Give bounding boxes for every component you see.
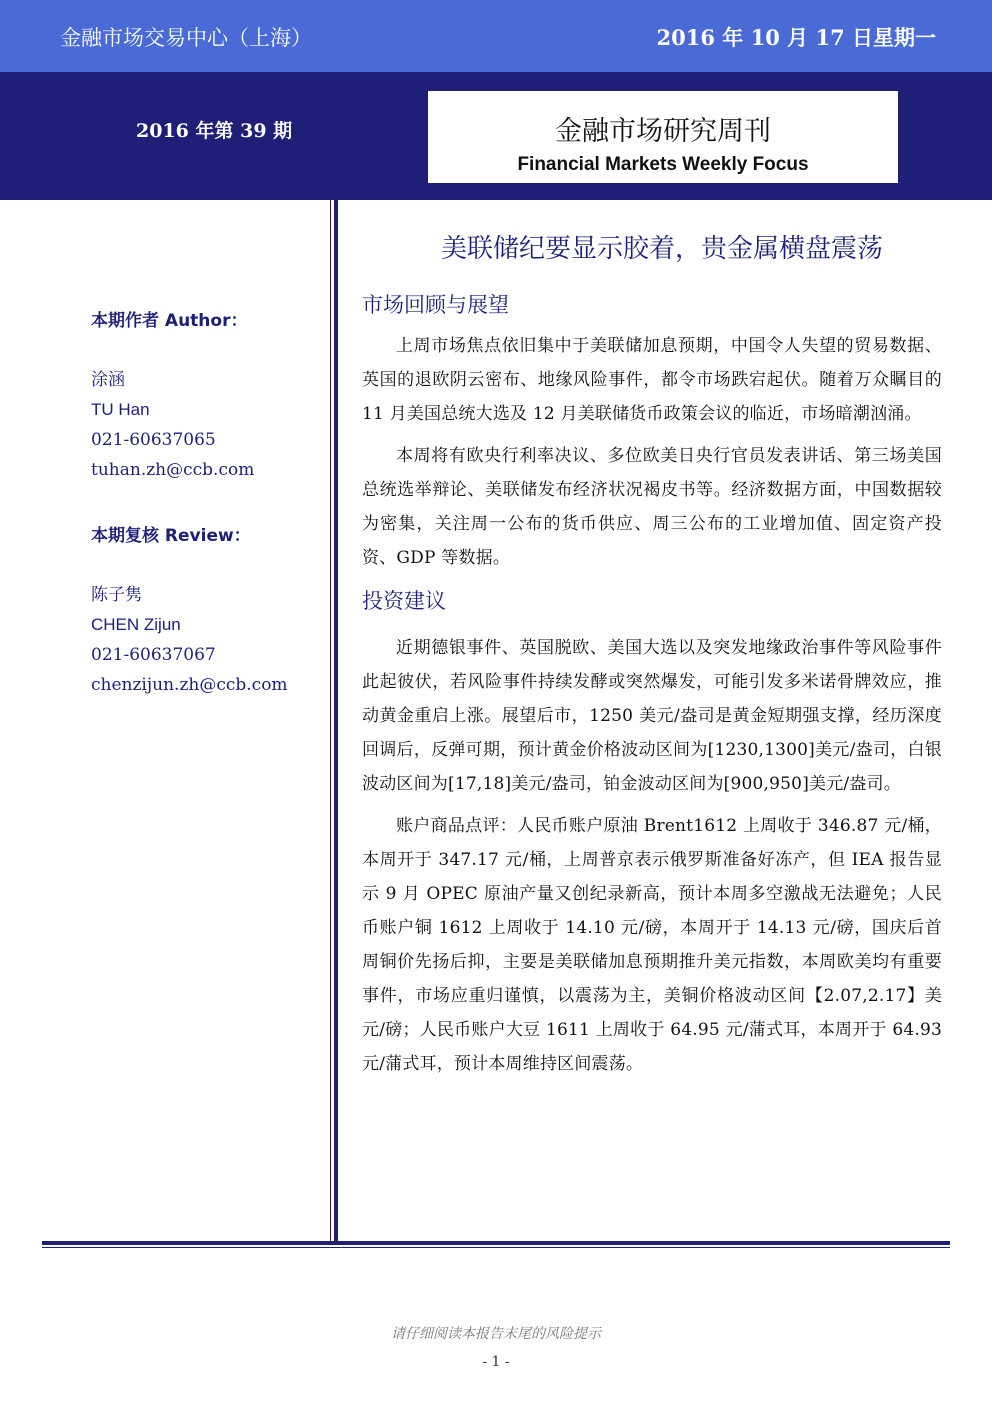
market-review-paragraph-2: 本周将有欧央行利率决议、多位欧美日央行官员发表讲话、第三场美国总统选举辩论、美联储发布经济状况褐皮书等。经济数据方面，中国数据较为密集，关注周一公布的货币供应、周三公布的工业增加值、固定资产投资、GDP 等数据。 xyxy=(362,446,942,568)
column-divider-thick xyxy=(334,200,338,1241)
author-heading: 本期作者 Author： xyxy=(91,311,248,331)
reviewer-phone: 021-60637067 xyxy=(91,645,216,665)
reviewer-name-en: CHEN Zijun xyxy=(91,615,181,634)
publish-date: 2016 年 10 月 17 日星期一 xyxy=(656,25,936,50)
title-band xyxy=(0,72,992,200)
main-content xyxy=(362,228,942,1081)
author-name-en: TU Han xyxy=(91,400,150,419)
org-name: 金融市场交易中心（上海） xyxy=(60,26,312,50)
column-divider-thin xyxy=(330,200,331,1241)
risk-warning-footer: 请仔细阅读本报告末尾的风险提示 xyxy=(391,1326,601,1342)
article-headline: 美联储纪要显示胶着，贵金属横盘震荡 xyxy=(440,234,883,264)
publication-title-cn: 金融市场研究周刊 xyxy=(555,116,771,147)
top-header-bar xyxy=(0,0,992,72)
reviewer-email[interactable]: chenzijun.zh@ccb.com xyxy=(91,675,288,695)
section-title-market-review: 市场回顾与展望 xyxy=(362,293,509,317)
author-email[interactable]: tuhan.zh@ccb.com xyxy=(91,460,255,480)
review-heading: 本期复核 Review： xyxy=(91,526,251,546)
investment-advice-paragraph-1: 近期德银事件、英国脱欧、美国大选以及突发地缘政治事件等风险事件此起彼伏，若风险事件持续发酵或突然爆发，可能引发多米诺骨牌效应，推动黄金重启上涨。展望后市，1250 美元/盎司是黄金短期强支撑，经历深度回调后，反弹可期，预计黄金价格波动区间为[1230,1300]美元/盎司，白银波动区间为[17,18]美元/盎司，铂金波动区间为[900,950]美元/盎司。 xyxy=(362,638,942,794)
section-title-investment-advice: 投资建议 xyxy=(362,589,446,613)
bottom-rule-thin xyxy=(42,1247,950,1248)
issue-number: 2016 年第 39 期 xyxy=(136,120,293,142)
market-review-paragraph-1: 上周市场焦点依旧集中于美联储加息预期，中国令人失望的贸易数据、英国的退欧阴云密布、地缘风险事件，都令市场跌宕起伏。随着万众瞩目的 11 月美国总统大选及 12 月美联储货币政策会议的临近，市场暗潮汹涌。 xyxy=(362,336,942,424)
page-number: - 1 - xyxy=(482,1354,510,1370)
author-name-cn: 涂涵 xyxy=(91,370,125,390)
author-sidebar xyxy=(91,306,321,700)
publication-title-box xyxy=(428,91,898,183)
author-phone: 021-60637065 xyxy=(91,430,216,450)
bottom-rule-thick xyxy=(42,1241,950,1245)
publication-title-en: Financial Markets Weekly Focus xyxy=(517,154,809,175)
reviewer-name-cn: 陈子隽 xyxy=(91,585,142,605)
investment-advice-paragraph-2: 账户商品点评：人民币账户原油 Brent1612 上周收于 346.87 元/桶，本周开于 347.17 元/桶，上周普京表示俄罗斯准备好冻产，但 IEA 报告显示 9 月 OPEC 原油产量又创纪录新高，预计本周多空激战无法避免；人民币账户铜 1612 上周收于 14.10 元/磅，本周开于 14.13 元/磅，国庆后首周铜价先扬后抑，主要是美联储加息预期推升美元指数，本周欧美均有重要事件，市场应重归谨慎，以震荡为主，美铜价格波动区间【2.07,2.17】美元/磅；人民币账户大豆 1611 上周收于 64.95 元/蒲式耳，本周开于 64.93 元/蒲式耳，预计本周维持区间震荡。 xyxy=(362,816,942,1074)
